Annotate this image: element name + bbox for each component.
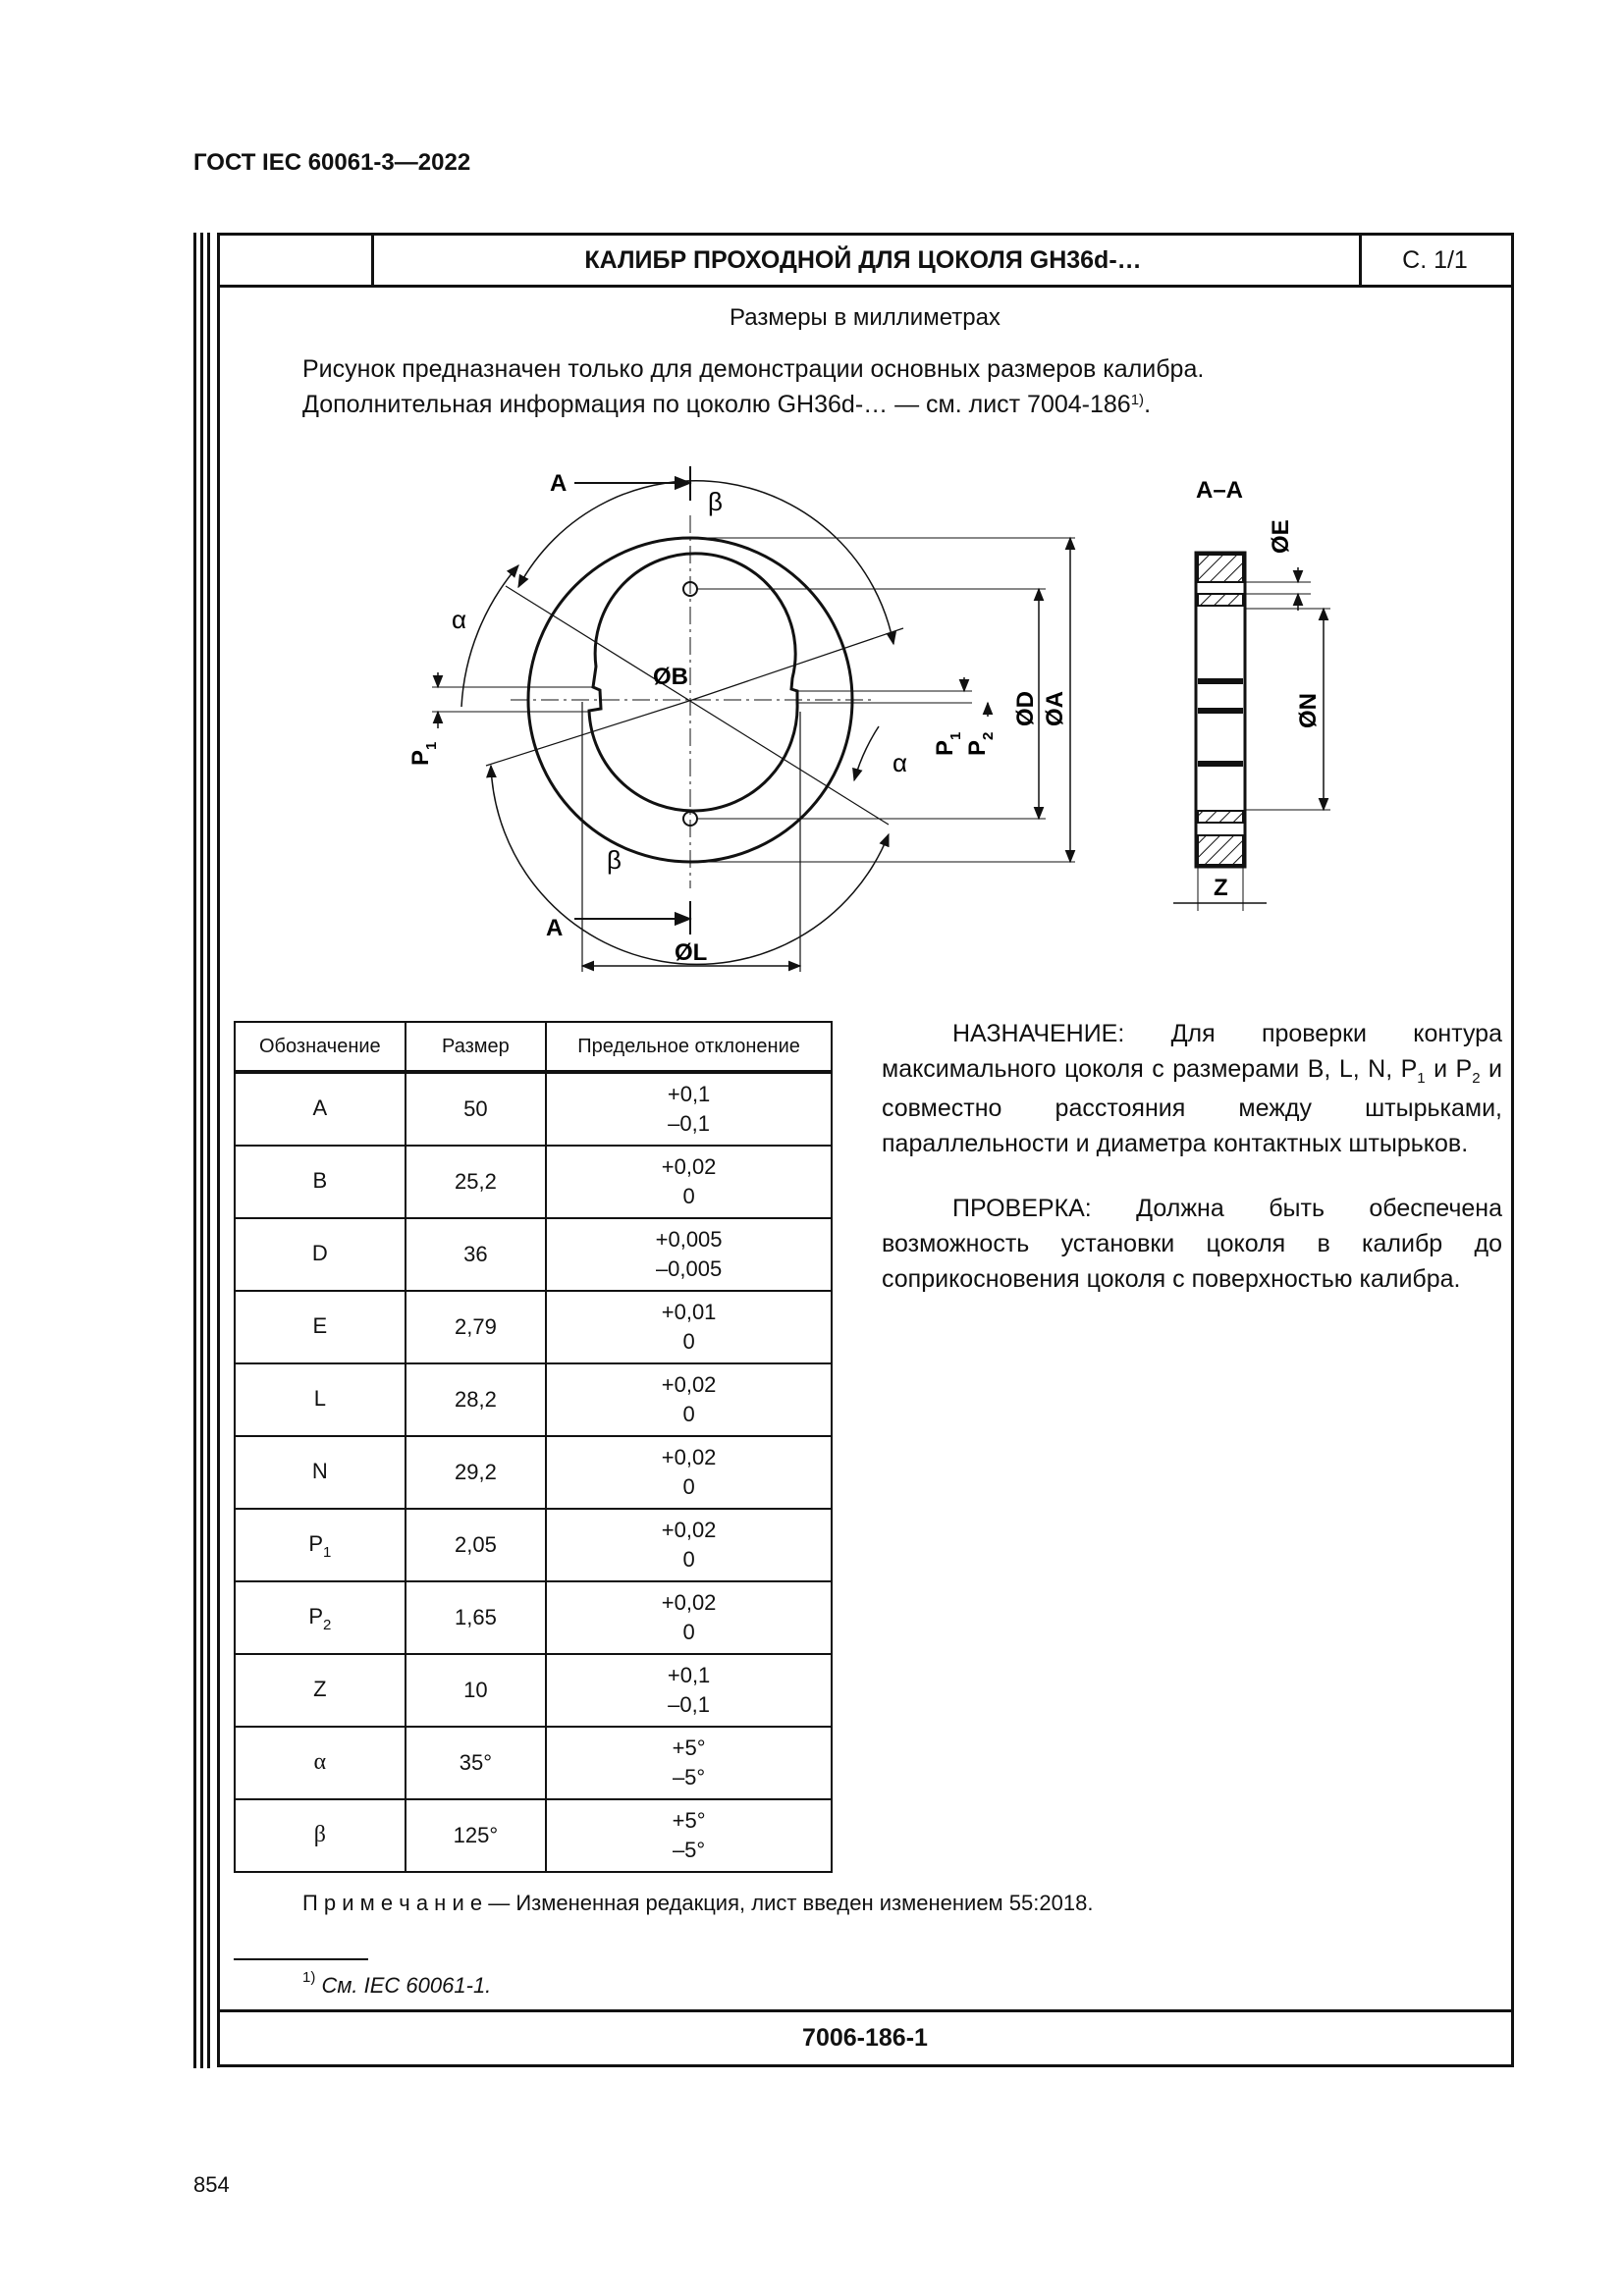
tolerance-upper: +0,1 xyxy=(667,1663,711,1687)
tolerance-upper: +5° xyxy=(672,1735,706,1760)
cell-symbol xyxy=(235,1581,406,1654)
cell-tolerance xyxy=(546,1581,832,1654)
footnote-text: См. IEC 60061-1. xyxy=(315,1973,492,1998)
sheet-number: 7006-186-1 xyxy=(802,2023,928,2052)
cell-symbol xyxy=(235,1072,406,1146)
cell-tolerance xyxy=(546,1654,832,1727)
label-p1-left-sub: 1 xyxy=(423,741,440,750)
cell-symbol xyxy=(235,1799,406,1872)
cell-tolerance xyxy=(546,1799,832,1872)
table-row xyxy=(235,1218,832,1291)
label-dia-n: ØN xyxy=(1295,693,1322,728)
alpha-arc-right xyxy=(854,726,879,780)
section-slot xyxy=(1198,678,1243,684)
symbol-letter: B xyxy=(312,1167,328,1193)
inner-contour xyxy=(589,554,797,811)
cell-size: 125° xyxy=(406,1799,547,1872)
note-text: — Измененная редакция, лист введен изменением 55:2018. xyxy=(482,1891,1094,1915)
label-dia-a: ØA xyxy=(1042,691,1068,726)
label-p1-left xyxy=(407,742,440,766)
table-row xyxy=(235,1363,832,1436)
cell-size: 1,65 xyxy=(406,1581,547,1654)
cell-tolerance xyxy=(546,1509,832,1581)
label-beta-bottom: β xyxy=(607,845,622,875)
tolerance-lower: 0 xyxy=(682,1620,695,1644)
label-alpha-right: α xyxy=(893,748,908,777)
sheet-title: КАЛИБР ПРОХОДНОЙ ДЛЯ ЦОКОЛЯ GH36d-… xyxy=(584,246,1142,274)
cell-size: 25,2 xyxy=(406,1146,547,1218)
section-hatch xyxy=(1198,594,1243,606)
label-p1-right xyxy=(932,732,964,756)
cell-tolerance xyxy=(546,1072,832,1146)
table-row xyxy=(235,1509,832,1581)
label-p1-left-letter: P xyxy=(407,749,434,766)
symbol-letter: P xyxy=(308,1603,323,1629)
label-beta-top: β xyxy=(708,487,723,516)
intro-line-2-end: . xyxy=(1144,391,1152,418)
beta-arc-top xyxy=(518,481,893,644)
label-section-bottom: A xyxy=(546,915,564,941)
col-header-size: Размер xyxy=(406,1022,547,1072)
table-row xyxy=(235,1727,832,1799)
label-section-title: A–A xyxy=(1196,477,1244,504)
purpose-text-b: и P xyxy=(1425,1055,1473,1083)
units-note: Размеры в миллиметрах xyxy=(730,304,1001,331)
cell-size: 10 xyxy=(406,1654,547,1727)
tolerance-upper: +0,02 xyxy=(661,1518,717,1542)
label-section-top: A xyxy=(550,470,568,497)
note-label: П р и м е ч а н и е xyxy=(302,1891,483,1915)
cell-tolerance xyxy=(546,1436,832,1509)
label-dia-e: ØE xyxy=(1268,519,1294,554)
label-dia-d: ØD xyxy=(1012,691,1039,726)
tolerance-upper: +0,02 xyxy=(661,1590,717,1615)
cell-tolerance xyxy=(546,1727,832,1799)
table-header-row xyxy=(235,1022,832,1072)
intro-footnote-mark: 1) xyxy=(1130,392,1145,408)
intro-line-1: Рисунок предназначен только для демонстрации основных размеров калибра. xyxy=(302,355,1205,383)
label-dia-l: ØL xyxy=(675,939,708,966)
cell-size: 36 xyxy=(406,1218,547,1291)
label-p2-right xyxy=(964,732,997,756)
diagonal-line xyxy=(692,628,903,700)
tolerance-lower: 0 xyxy=(682,1474,695,1499)
tolerance-lower: –0,1 xyxy=(668,1111,710,1136)
tolerance-lower: 0 xyxy=(682,1184,695,1208)
label-dia-b: ØB xyxy=(653,664,688,690)
cell-size: 35° xyxy=(406,1727,547,1799)
cell-symbol xyxy=(235,1727,406,1799)
tolerance-upper: +0,1 xyxy=(667,1082,711,1106)
purpose-text xyxy=(882,1016,1502,1326)
tolerance-upper: +5° xyxy=(672,1808,706,1833)
footnote xyxy=(302,1969,492,1999)
alpha-arc-left xyxy=(461,565,518,707)
col-header-symbol: Обозначение xyxy=(235,1022,406,1072)
cell-symbol xyxy=(235,1654,406,1727)
tolerance-upper: +0,02 xyxy=(661,1154,717,1179)
table-row xyxy=(235,1072,832,1146)
symbol-letter: β xyxy=(313,1821,326,1847)
symbol-letter: L xyxy=(313,1385,326,1411)
section-slot xyxy=(1198,761,1243,767)
symbol-letter: D xyxy=(311,1240,328,1265)
purpose-text-a: НАЗНАЧЕНИЕ: Для проверки контура максимального цоколя с размерами B, L, N, P xyxy=(882,1020,1502,1083)
purpose-paragraph xyxy=(882,1016,1502,1161)
cell-size: 2,79 xyxy=(406,1291,547,1363)
table-row xyxy=(235,1291,832,1363)
cell-symbol xyxy=(235,1509,406,1581)
tolerance-upper: +0,005 xyxy=(655,1227,723,1252)
cell-tolerance xyxy=(546,1363,832,1436)
cell-symbol xyxy=(235,1291,406,1363)
purpose-text-c: и совместно расстояния между штырьками, параллельности и диаметра контактных штырьков. xyxy=(882,1055,1503,1157)
label-p2-right-letter: P xyxy=(964,739,991,756)
symbol-letter: α xyxy=(313,1748,327,1775)
col-header-tolerance: Предельное отклонение xyxy=(546,1022,832,1072)
cell-symbol xyxy=(235,1146,406,1218)
section-slot xyxy=(1198,708,1243,714)
tolerance-lower: –0,1 xyxy=(668,1692,710,1717)
footnote-rule xyxy=(234,1958,368,1960)
tolerance-lower: –5° xyxy=(672,1765,706,1789)
tolerance-upper: +0,02 xyxy=(661,1445,717,1469)
cell-size: 29,2 xyxy=(406,1436,547,1509)
table-row xyxy=(235,1654,832,1727)
cell-size: 28,2 xyxy=(406,1363,547,1436)
label-p2-right-sub: 2 xyxy=(980,731,997,740)
symbol-subscript: 1 xyxy=(323,1543,332,1561)
section-hatch xyxy=(1198,555,1243,582)
purpose-sub-2: 2 xyxy=(1472,1070,1481,1087)
table-row xyxy=(235,1436,832,1509)
symbol-letter: N xyxy=(311,1458,328,1483)
tolerance-lower: –0,005 xyxy=(655,1256,723,1281)
cell-size: 2,05 xyxy=(406,1509,547,1581)
cell-symbol xyxy=(235,1363,406,1436)
intro-line-2-text: Дополнительная информация по цоколю GH36d-… — см. лист 7004-186 xyxy=(302,391,1131,418)
label-p1-right-letter: P xyxy=(932,739,958,756)
page-number: 854 xyxy=(193,2172,230,2197)
tolerance-lower: –5° xyxy=(672,1838,706,1862)
table-row xyxy=(235,1146,832,1218)
cell-tolerance xyxy=(546,1146,832,1218)
tolerance-upper: +0,01 xyxy=(661,1300,717,1324)
check-paragraph: ПРОВЕРКА: Должна быть обеспечена возможность установки цоколя в калибр до соприкосновения цоколя с поверхностью калибра. xyxy=(882,1195,1502,1293)
symbol-subscript: 2 xyxy=(323,1616,332,1633)
note xyxy=(302,1891,1093,1916)
purpose-sub-1: 1 xyxy=(1417,1070,1426,1087)
section-hatch xyxy=(1198,835,1243,865)
section-hatch xyxy=(1198,811,1243,823)
dimensions-table xyxy=(234,1021,833,1873)
gauge-drawing xyxy=(0,0,1623,991)
cell-symbol xyxy=(235,1218,406,1291)
cell-size: 50 xyxy=(406,1072,547,1146)
cell-symbol xyxy=(235,1436,406,1509)
tolerance-lower: 0 xyxy=(682,1547,695,1572)
label-alpha-left: α xyxy=(452,605,467,634)
table-row xyxy=(235,1581,832,1654)
label-p1-right-sub: 1 xyxy=(947,731,964,740)
cell-tolerance xyxy=(546,1218,832,1291)
table-row xyxy=(235,1799,832,1872)
tolerance-lower: 0 xyxy=(682,1402,695,1426)
footnote-mark: 1) xyxy=(302,1969,316,1986)
cell-tolerance xyxy=(546,1291,832,1363)
tolerance-lower: 0 xyxy=(682,1329,695,1354)
symbol-letter: P xyxy=(308,1530,323,1556)
symbol-letter: E xyxy=(312,1312,328,1338)
tolerance-upper: +0,02 xyxy=(661,1372,717,1397)
symbol-letter: A xyxy=(312,1095,328,1120)
symbol-letter: Z xyxy=(313,1676,327,1701)
sheet-page: С. 1/1 xyxy=(1402,246,1468,274)
standard-header: ГОСТ IEC 60061-3—2022 xyxy=(193,149,471,176)
label-z: Z xyxy=(1214,875,1228,901)
